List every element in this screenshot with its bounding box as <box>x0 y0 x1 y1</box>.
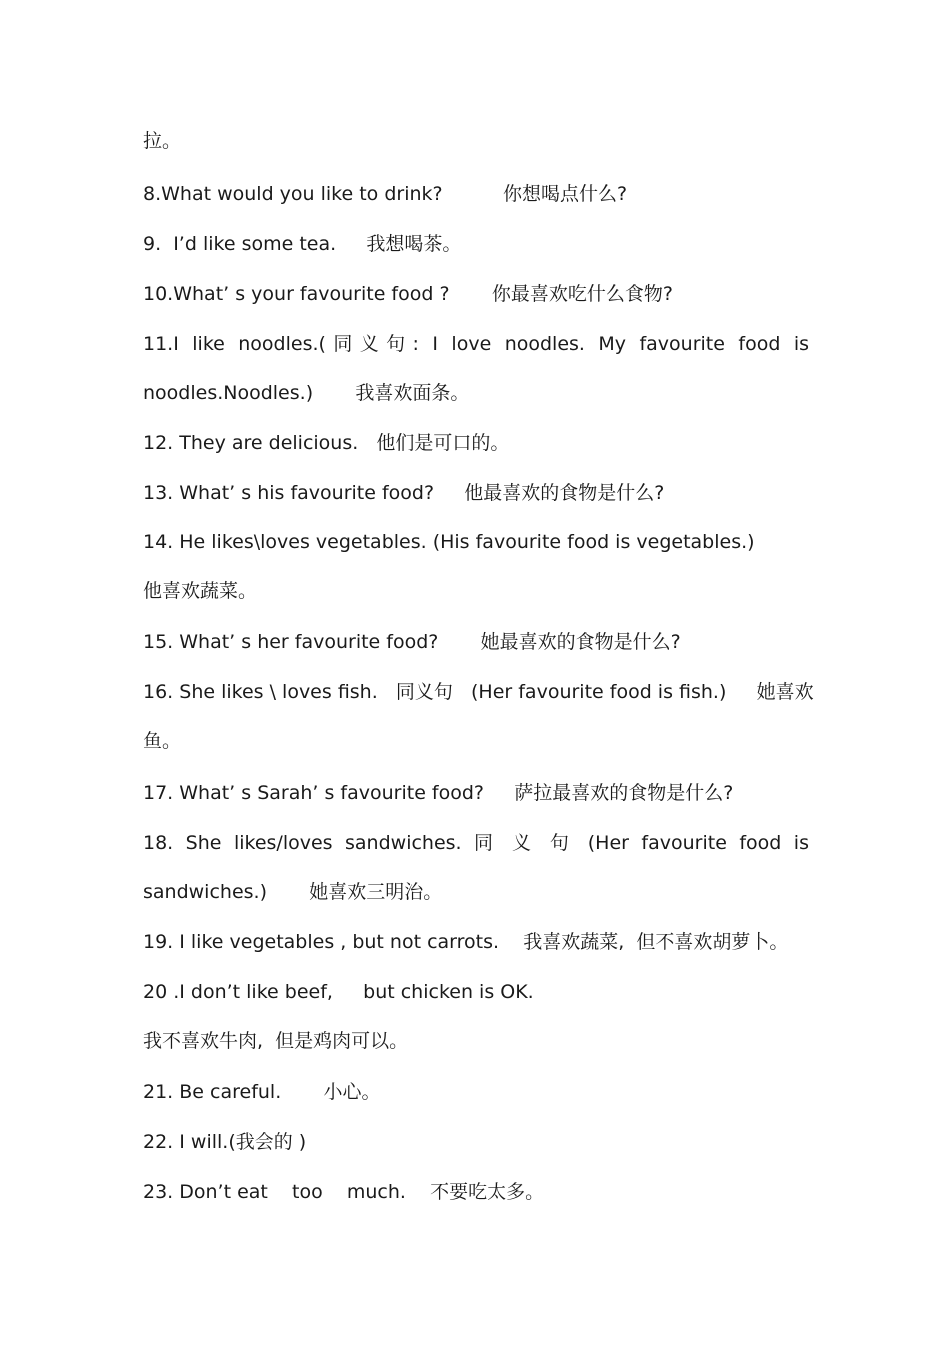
text-line: 16. She likes \ loves fish. 同义句 (Her favourite food is fish.) 她喜欢 <box>143 681 814 703</box>
text-line: 他喜欢蔬菜。 <box>143 580 258 602</box>
text-line: 23. Don’t eat too much. 不要吃太多。 <box>143 1181 545 1203</box>
text-line: 8.What would you like to drink? 你想喝点什么? <box>143 183 628 205</box>
text-line: 15. What’ s her favourite food? 她最喜欢的食物是什么? <box>143 631 681 653</box>
text-line: 22. I will.(我会的 ) <box>143 1131 307 1153</box>
text-line: 9. I’d like some tea. 我想喝茶。 <box>143 233 462 255</box>
text-line: 21. Be careful. 小心。 <box>143 1081 381 1103</box>
text-line: 14. He likes\loves vegetables. (His favourite food is vegetables.) <box>143 531 755 553</box>
text-line: 12. They are delicious. 他们是可口的。 <box>143 432 510 454</box>
text-line: noodles.Noodles.) 我喜欢面条。 <box>143 382 470 404</box>
text-line: 17. What’ s Sarah’ s favourite food? 萨拉最喜欢的食物是什么? <box>143 782 734 804</box>
text-line: 11.I like noodles.(同义句: I love noodles. My favourite food is <box>143 333 809 355</box>
text-line: 拉。 <box>143 130 182 152</box>
text-line: 18. She likes/loves sandwiches. 同 义 句 (Her favourite food is <box>143 832 809 854</box>
text-line: 20 .I don’t like beef, but chicken is OK. <box>143 981 534 1003</box>
text-line: 我不喜欢牛肉, 但是鸡肉可以。 <box>143 1030 409 1052</box>
text-line: sandwiches.) 她喜欢三明治。 <box>143 881 443 903</box>
text-line: 鱼。 <box>143 730 182 752</box>
text-line: 10.What’ s your favourite food ? 你最喜欢吃什么食物? <box>143 283 673 305</box>
text-line: 13. What’ s his favourite food? 他最喜欢的食物是什么? <box>143 482 665 504</box>
text-line: 19. I like vegetables , but not carrots. 我喜欢蔬菜, 但不喜欢胡萝卜。 <box>143 931 789 953</box>
